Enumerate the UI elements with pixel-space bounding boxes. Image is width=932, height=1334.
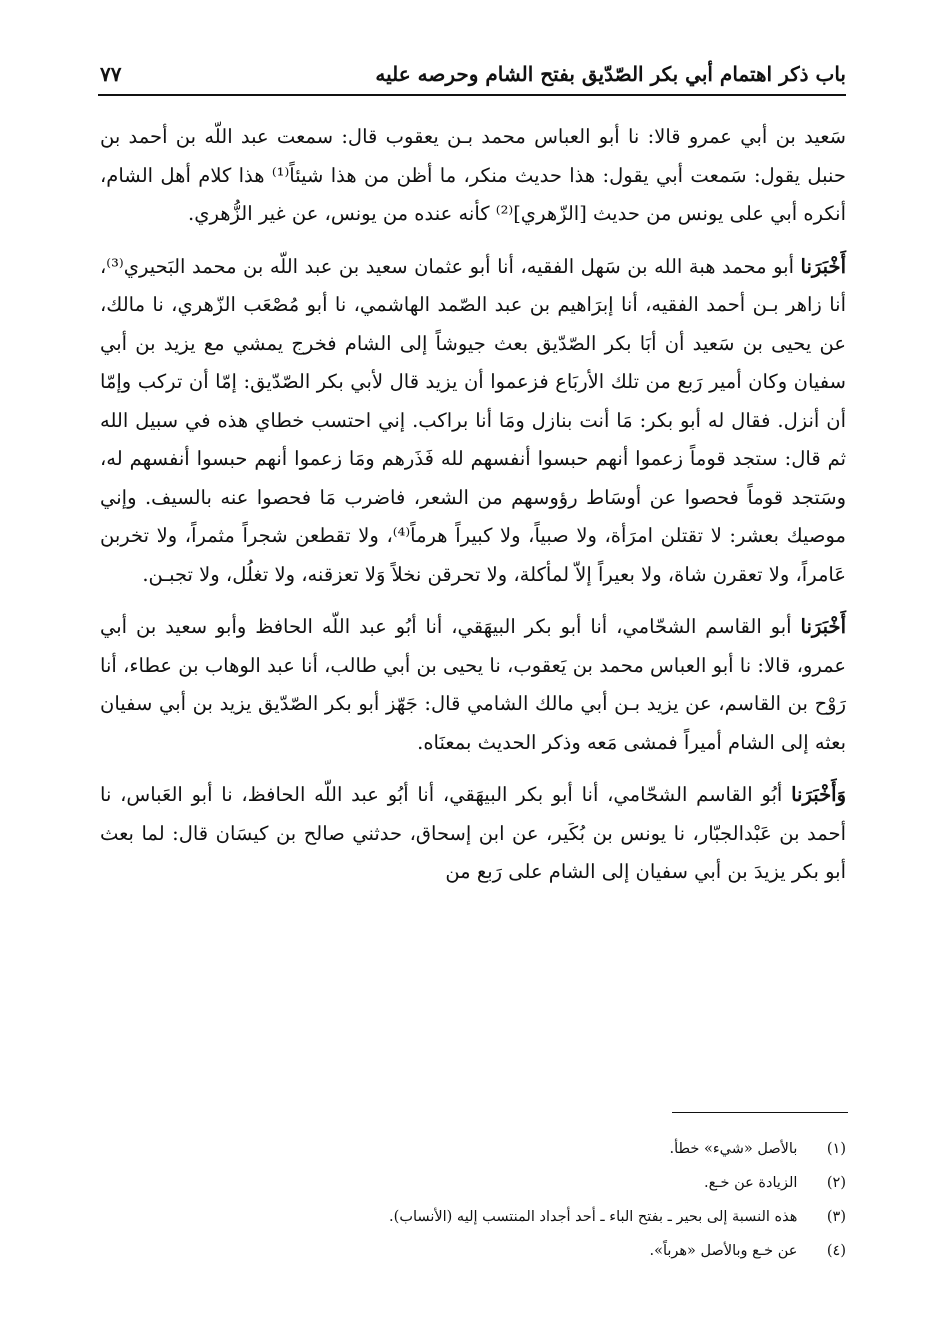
footnote (200, 1132, 846, 1166)
footnote-text: الزيادة عن خـع. (703, 1175, 798, 1191)
footnote-text: هذه النسبة إلى بحير ـ بفتح الباء ـ أحد أجداد المنتسب إليه (الأنساب). (389, 1209, 798, 1225)
paragraph (100, 118, 846, 234)
running-header (98, 60, 846, 96)
paragraph-text: أبو القاسم الشحّامي، أنا أبو بكر البيهَقي، أنا أبُو عبد اللّه الحافظ وأبو سعيد بن أبي عمرو، قالا: نا أبو العباس محمد بن يَعقوب، نا يحيى بن أبي طالب، أنا عبد الوهاب بن عطاء، أنا رَوْح بن القاسم، عن يزيد بـن أبي مالك الشامي قال: جَهّز أبو بكر الصّدّيق يزيد بن أبي سفيان بعثه إلى الشام أميراً فمشى مَعه وذكر الحديث بمعنَاه. (100, 615, 846, 754)
paragraph (100, 248, 846, 595)
paragraph-text: سَعيد بن أبي عمرو قالا: نا أبو العباس محمد بـن يعقوب قال: سمعت عبد اللّه بن أحمد بن حنبل يقول: سَمعت أبي يقول: هذا حديث منكر، ما أظن من هذا شيئاً⁽¹⁾ هذا كلام أهل الشام، أنكره أبي على يونس من حديث [الزّهري]⁽²⁾ كأنه عنده من يونس، عن غير الزُّهري. (100, 125, 846, 225)
footnote-number: (٤) (826, 1243, 846, 1259)
paragraph-lead: أَخْبَرَنا (800, 615, 846, 638)
footnote-text: عن خـع وبالأصل «هرباً». (649, 1243, 798, 1259)
footnote (200, 1200, 846, 1234)
page-number: ٧٧ (100, 62, 122, 86)
paragraph-text: أبُو القاسم الشحّامي، أنا أبو بكر البيهَقي، أنا أبُو عبد اللّه الحافظ، نا أبو العَباس، نا أحمد بن عَبْدالجبّار، نا يونس بن بُكَير، عن ابن إسحاق، حدثني صالح بن كيسَان قال: لما بعث أبو بكر يزيدَ بن أبي سفيان إلى الشام على رَبع من (100, 783, 846, 883)
paragraph-lead: أَخْبَرَنا (800, 254, 847, 278)
paragraph (100, 608, 846, 762)
chapter-title: باب ذكر اهتمام أبي بكر الصّدّيق بفتح الشام وحرصه عليه (375, 62, 846, 86)
footnote-number: (١) (826, 1141, 846, 1157)
footnote-number: (٢) (826, 1175, 846, 1191)
paragraph (100, 776, 846, 892)
footnotes (200, 1132, 846, 1268)
main-text (100, 118, 846, 892)
footnote-divider (672, 1112, 848, 1113)
footnote (200, 1234, 846, 1268)
paragraph-lead: وَأَخْبَرَنا (791, 783, 846, 806)
paragraph-text: أبو محمد هبة الله بن سَهل الفقيه، أنا أبو عثمان سعيد بن عبد اللّه بن محمد البَحيري⁽³⁾، أنا زاهر بـن أحمد الفقيه، أنا إبرَاهيم بن عبد الصّمد الهاشمي، نا أبو مُصْعَب الزّهري، نا مالك، عن يحيى بن سَعيد أن أبَا بكر الصّدّيق بعث جيوشاً إلى الشام فخرج يمشي مع يزيد بن أبي سفيان وكان أمير رَبع من تلك الأربَاع فزعموا أن يزيد قال لأبي بكر الصّدّيق: إمّا أن تركب وإمّا أن أنزل. فقال له أبو بكر: مَا أنت بنازل ومَا أنا براكب. إني احتسب خطاي هذه في سبيل الله ثم قال: ستجد قوماً زعموا أنهم حبسوا أنفسهم لله فَذَرهم ومَا زعموا أنهم حبسوا أنفسهم له، وسَتجد قوماً فحصوا عن أوسَاط رؤوسهم من الشعر، فاضرب مَا فحصوا عنه بالسيف. وإني موصيك بعشر: لا تقتلن امرَأة، ولا صبياً، ولا كبيراً هرماً⁽⁴⁾، ولا تقطعن شجراً مثمراً، ولا تخربن عَامراً، ولا تعقرن شاة، ولا بعيراً إلاّ لمأكلة، ولا تحرقن نخلاً وَلا تعزقنه، ولا تغلُل، ولا تجبـن. (100, 254, 846, 586)
footnote-number: (٣) (826, 1209, 846, 1225)
footnote-text: بالأصل «شيء» خطأ. (669, 1141, 798, 1157)
footnote (200, 1166, 846, 1200)
